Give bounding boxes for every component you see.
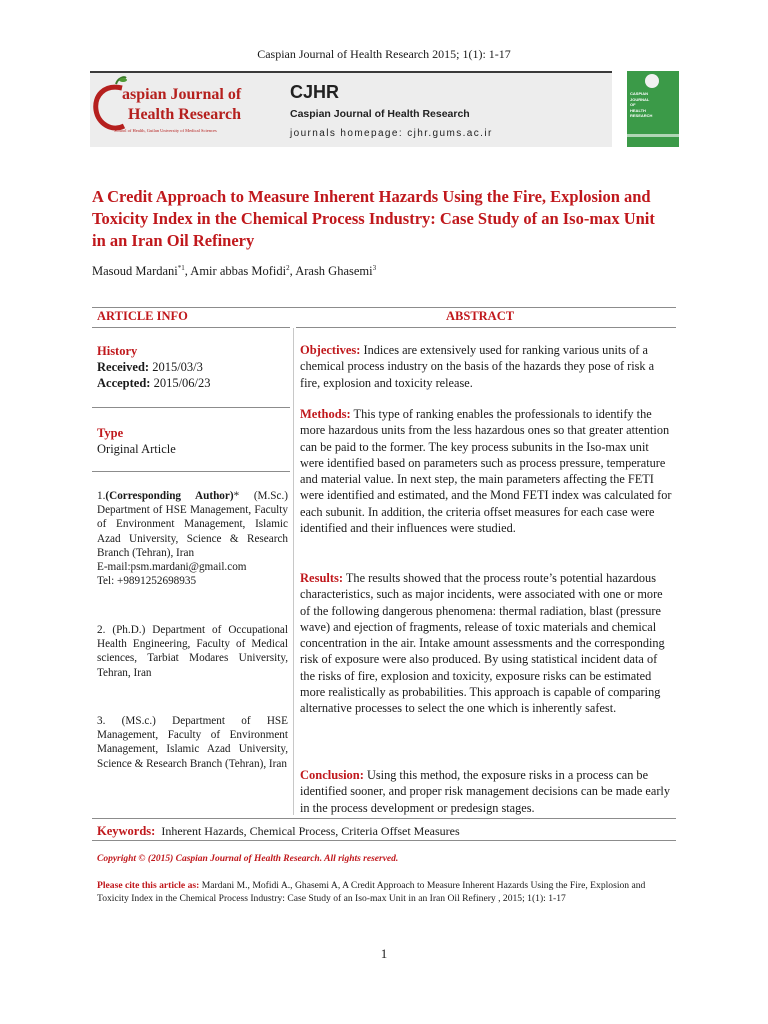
- article-title: A Credit Approach to Measure Inherent Hazards Using the Fire, Explosion and Toxicity Index in the Chemical Process Industry: Case Study of an Iso-max Unit in an Iran Oil Refinery: [92, 187, 655, 250]
- accepted-date: Accepted: 2015/06/23: [97, 376, 211, 390]
- section-top-rule: [92, 307, 676, 308]
- journal-logo: [92, 76, 242, 144]
- apple-c-logo-icon: [92, 76, 132, 136]
- keywords-label: Keywords:: [97, 824, 156, 838]
- type-value: Original Article: [97, 442, 176, 456]
- abstract-heading-rule: [296, 327, 676, 328]
- corresponding-email[interactable]: E-mail:psm.mardani@gmail.com: [97, 561, 247, 574]
- keywords-top-rule: [92, 818, 676, 819]
- divider: [92, 407, 290, 408]
- column-separator: [293, 328, 294, 815]
- article-info-heading-rule: [92, 327, 290, 328]
- journal-homepage[interactable]: journals homepage: cjhr.gums.ac.ir: [290, 128, 493, 139]
- logo-text-line1: aspian Journal of: [122, 86, 242, 103]
- keywords-value: Inherent Hazards, Chemical Process, Criteria Offset Measures: [161, 824, 460, 838]
- journal-abbreviation: CJHR: [290, 82, 340, 102]
- author-name: , Amir abbas Mofidi: [184, 264, 287, 279]
- keywords-bottom-rule: [92, 840, 676, 841]
- divider: [92, 471, 290, 472]
- cover-seal-icon: [645, 74, 659, 88]
- author-affiliation-mark: *1: [177, 264, 185, 272]
- journal-cover-thumbnail: [627, 71, 679, 147]
- cite-text: Mardani M., Mofidi A., Ghasemi A, A Credit Approach to Measure Inherent Hazards Using the Fire, Explosion and Toxicity Index in the Chemical Process Industry: Case Study of an Iso-max Unit in an Iran Oil Refinery , 2015; 1(1): 1-17: [97, 880, 646, 904]
- journal-full-name: Caspian Journal of Health Research: [290, 108, 470, 120]
- logo-subtext: School of Health, Guilan University of Medical Sciences: [114, 128, 217, 133]
- cite-label: Please cite this article as:: [97, 880, 200, 891]
- copyright-notice: Copyright © (2015) Caspian Journal of Health Research. All rights reserved.: [97, 854, 399, 864]
- affiliation-1: 1.(Corresponding Author)* (M.Sc.) Department of HSE Management, Faculty of Environment Management, Islamic Azad University, Science & Research Branch (Tehran), Iran E-mail:psm.mardani@gmail.com Tel: +9891252698935: [97, 490, 288, 588]
- keywords-line: [97, 824, 460, 839]
- affiliation-2: 2. (Ph.D.) Department of Occupational Health Engineering, Faculty of Medical sciences, Tarbiat Modares University, Tehran, Iran: [97, 624, 288, 679]
- history-label: History: [97, 344, 138, 358]
- author-name: , Arash Ghasemi: [289, 264, 373, 279]
- corresponding-phone: Tel: +9891252698935: [97, 575, 197, 588]
- abstract-heading: ABSTRACT: [446, 309, 515, 323]
- abstract-objectives: Objectives: Indices are extensively used for ranking various units of a chemical process industry on the basis of the hazards they pose of risk a fire, explosion and toxicity release.: [300, 343, 655, 390]
- cover-text: CASPIAN JOURNAL OF HEALTH RESEARCH: [630, 91, 653, 118]
- type-label: Type: [97, 426, 124, 440]
- citation-block: [97, 879, 665, 905]
- article-type-block: [97, 425, 176, 457]
- author-affiliation-mark: 3: [372, 264, 377, 272]
- cover-band: [627, 134, 679, 137]
- author-list: [92, 264, 376, 279]
- author-affiliation-mark: 2: [286, 264, 290, 272]
- page-number: 1: [380, 946, 388, 961]
- received-date: Received: 2015/03/3: [97, 360, 203, 374]
- abstract-results: Results: The results showed that the process route’s potential hazardous characteristics, such as major incidents, were associated with one or more of the following dangerous phenomena: thermal radiation, blast (pressure wave) and ejection of fragments, release of toxic materials and chemical concentration in the air. Intake amount assessments and the corresponding risk of exposure were also produced. By using statistical incident data of the risks of fire, explosion and toxicity, exposure risks can be estimated more realistically as probabilities. This approach is capable of comparing alternative processes to select the one which is inherently safest.: [300, 571, 665, 716]
- running-header: Caspian Journal of Health Research 2015; 1(1): 1-17: [257, 47, 511, 61]
- article-info-heading: ARTICLE INFO: [97, 309, 188, 323]
- abstract-conclusion: Conclusion: Using this method, the exposure risks in a process can be identified sooner, and proper risk management decisions can be made early in the process development or predesign stages.: [300, 768, 670, 815]
- logo-text-line2: Health Research: [128, 106, 242, 123]
- abstract-methods: Methods: This type of ranking enables the professionals to identify the more hazardous units from the less hazardous ones so that greater attention can be paid to the former. The key process subunits in the Iso-max unit were identified based on parameters such as process pressure, temperature and material value. In next step, the main parameters affecting the FETI were identified and estimated, and the Mond FETI index was calculated for each subunit. In addition, the criteria offset measures for each case were identified and their influences were studied.: [300, 407, 672, 536]
- affiliation-3: 3. (MS.c.) Department of HSE Management, Faculty of Environment Management, Islamic Azad University, Science & Research Branch (Tehran), Iran: [97, 715, 288, 770]
- history-block: [97, 343, 211, 391]
- author-name: Masoud Mardani: [92, 264, 178, 279]
